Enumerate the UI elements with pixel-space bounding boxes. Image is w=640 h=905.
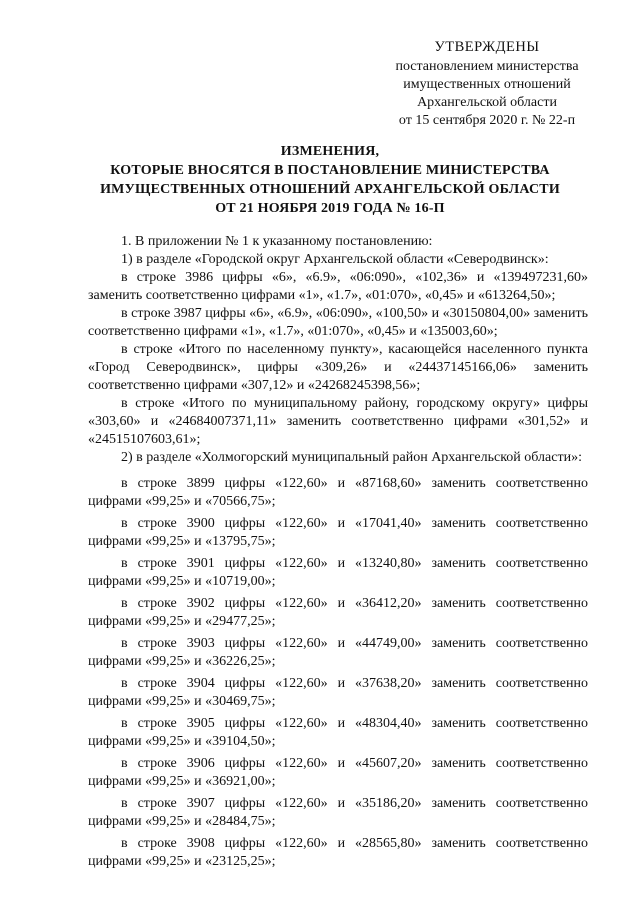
paragraph-3: в строке 3986 цифры «6», «6.9», «06:090», «102,36» и «139497231,60» заменить соответственно цифрами «1», «1.7», «01:070», «0,45» и «613264,50»; xyxy=(88,270,588,303)
paragraph-1: 1. В приложении № 1 к указанному постановлению: xyxy=(121,234,433,249)
row-paragraph: в строке 3902 цифры «122,60» и «36412,20» заменить соответственно цифрами «99,25» и «29477,25»; xyxy=(88,596,588,629)
paragraph-4: в строке 3987 цифры «6», «6.9», «06:090», «100,50» и «30150804,00» заменить соответственно цифрами «1», «1.7», «01:070», «0,45» и «135003,60»; xyxy=(88,306,588,339)
approval-line-3: Архангельской области xyxy=(417,95,557,110)
approval-heading: УТВЕРЖДЕНЫ xyxy=(434,39,540,55)
row-paragraph: в строке 3908 цифры «122,60» и «28565,80» заменить соответственно цифрами «99,25» и «23125,25»; xyxy=(88,836,588,869)
row-paragraph: в строке 3904 цифры «122,60» и «37638,20» заменить соответственно цифрами «99,25» и «30469,75»; xyxy=(88,676,588,709)
approval-line-2: имущественных отношений xyxy=(403,77,571,92)
paragraph-2: 1) в разделе «Городской округ Архангельской области «Северодвинск»: xyxy=(121,252,549,267)
document-title xyxy=(70,142,590,218)
document-body xyxy=(88,233,588,871)
row-paragraph: в строке 3906 цифры «122,60» и «45607,20» заменить соответственно цифрами «99,25» и «36921,00»; xyxy=(88,756,588,789)
approval-line-4: от 15 сентября 2020 г. № 22-п xyxy=(398,113,576,128)
row-paragraph: в строке 3905 цифры «122,60» и «48304,40» заменить соответственно цифрами «99,25» и «39104,50»; xyxy=(88,716,588,749)
row-paragraph: в строке 3907 цифры «122,60» и «35186,20» заменить соответственно цифрами «99,25» и «28484,75»; xyxy=(88,796,588,829)
approval-line-1: постановлением министерства xyxy=(395,59,579,74)
title-line-1: ИЗМЕНЕНИЯ, xyxy=(280,144,380,159)
title-line-2: КОТОРЫЕ ВНОСЯТСЯ В ПОСТАНОВЛЕНИЕ МИНИСТЕРСТВА xyxy=(110,163,550,178)
row-paragraph: в строке 3903 цифры «122,60» и «44749,00» заменить соответственно цифрами «99,25» и «36226,25»; xyxy=(88,636,588,669)
paragraph-7: 2) в разделе «Холмогорский муниципальный район Архангельской области»: xyxy=(121,450,582,465)
row-paragraph: в строке 3899 цифры «122,60» и «87168,60» заменить соответственно цифрами «99,25» и «70566,75»; xyxy=(88,476,588,509)
paragraph-6: в строке «Итого по муниципальному району, городскому округу» цифры «303,60» и «24684007371,11» заменить соответственно цифрами «301,52» и «24515107603,61»; xyxy=(88,396,588,447)
row-paragraph: в строке 3900 цифры «122,60» и «17041,40» заменить соответственно цифрами «99,25» и «13795,75»; xyxy=(88,516,588,549)
approval-stamp xyxy=(372,38,602,130)
title-line-4: ОТ 21 НОЯБРЯ 2019 ГОДА № 16-П xyxy=(215,201,445,216)
row-paragraph: в строке 3901 цифры «122,60» и «13240,80» заменить соответственно цифрами «99,25» и «10719,00»; xyxy=(88,556,588,589)
title-line-3: ИМУЩЕСТВЕННЫХ ОТНОШЕНИЙ АРХАНГЕЛЬСКОЙ ОБЛАСТИ xyxy=(100,182,560,197)
paragraph-5: в строке «Итого по населенному пункту», касающейся населенного пункта «Город Северодвинск», цифры «309,26» и «24437145166,06» заменить соответственно цифрами «307,12» и «24268245398,56»; xyxy=(88,342,588,393)
